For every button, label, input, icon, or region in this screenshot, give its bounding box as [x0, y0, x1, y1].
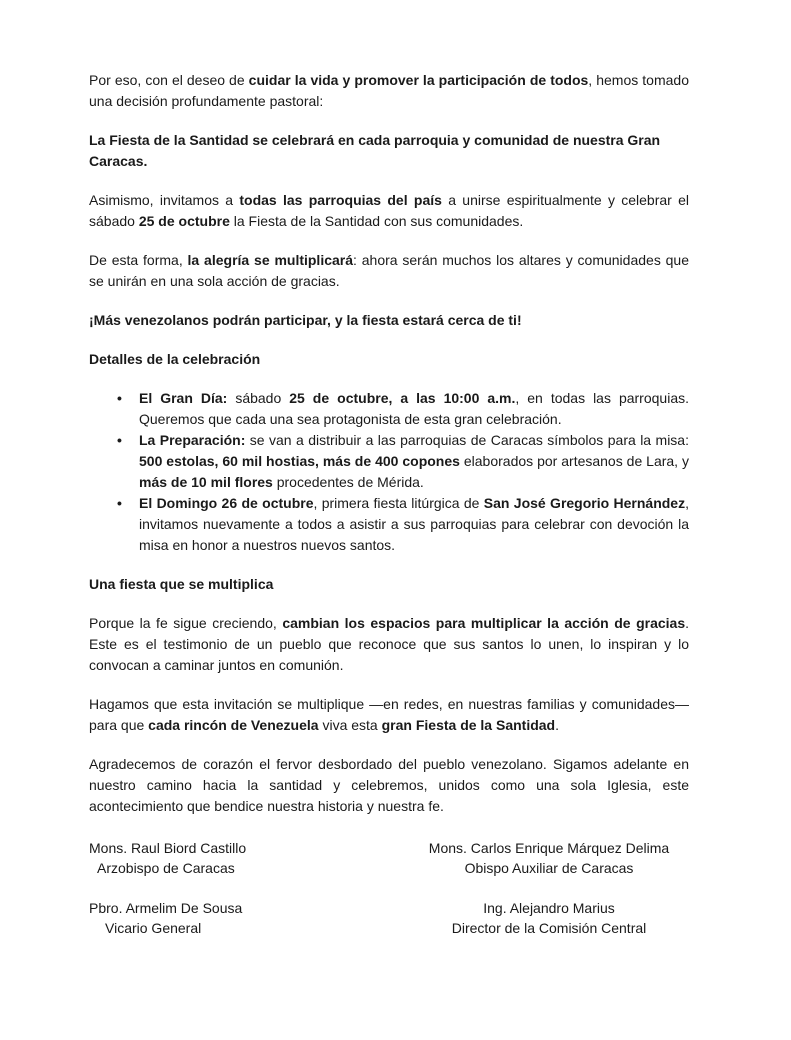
bold-run: 25 de octubre, a las 10:00 a.m.: [289, 390, 516, 406]
signer-title: Vicario General: [105, 920, 202, 936]
signer-title: Director de la Comisión Central: [451, 920, 647, 936]
bold-run: cambian los espacios para multiplicar la acción de gracias: [282, 615, 686, 631]
signature-raul-biord: [89, 838, 349, 878]
thanks-paragraph: Agradecemos de corazón el fervor desbordado del pueblo venezolano. Sigamos adelante en nuestro camino hacia la santidad y celebremos, unidos como una sola Iglesia, este acontecimiento que bendice nuestra historia y nuestra fe.: [89, 756, 689, 814]
bold-run: la alegría se multiplicará: [187, 252, 354, 268]
text-run: Por eso, con el deseo de: [89, 72, 249, 88]
letter-body: [89, 70, 689, 835]
bullet-icon: •: [117, 495, 122, 511]
text-run: Asimismo, invitamos a: [89, 192, 240, 208]
bold-run: El Domingo 26 de octubre: [139, 495, 314, 511]
signer-name: Ing. Alejandro Marius: [483, 900, 615, 916]
multiply-heading: Una fiesta que se multiplica: [89, 576, 274, 592]
text-run: De esta forma,: [89, 252, 188, 268]
signature-row: [89, 898, 689, 938]
bold-run: más de 10 mil flores: [139, 474, 273, 490]
text-run: : ahora serán muchos los altares y comunidades que se unirán en una sola acción de gracias.: [89, 252, 690, 289]
exclamation: ¡Más venezolanos podrán participar, y la fiesta estará cerca de ti!: [89, 312, 522, 328]
bold-run: San José Gregorio Hernández: [483, 495, 686, 511]
intro-paragraph: [89, 70, 689, 112]
signer-title: Obispo Auxiliar de Caracas: [464, 860, 634, 876]
announcement: La Fiesta de la Santidad se celebrará en cada parroquia y comunidad de nuestra Gran Caracas.: [89, 132, 661, 169]
list-item: [89, 388, 689, 430]
bold-run: 500 estolas, 60 mil hostias, más de 400 copones: [139, 453, 460, 469]
text-run: , primera fiesta litúrgica de: [313, 495, 484, 511]
bold-run: gran Fiesta de la Santidad: [381, 717, 556, 733]
text-run: se van a distribuir a las parroquias de Caracas símbolos para la misa:: [245, 432, 689, 448]
signer-title: Arzobispo de Caracas: [97, 860, 235, 876]
signature-alejandro-marius: [409, 898, 689, 938]
text-run: sábado: [227, 390, 290, 406]
signature-carlos-marquez: [409, 838, 689, 878]
bold-run: cada rincón de Venezuela: [148, 717, 319, 733]
signature-block: [89, 838, 689, 958]
details-list: [89, 388, 689, 556]
invite-paragraph: [89, 190, 689, 232]
list-item: [89, 493, 689, 556]
text-run: la Fiesta de la Santidad con sus comunidades.: [229, 213, 524, 229]
text-run: procedentes de Mérida.: [272, 474, 424, 490]
text-run: viva esta: [318, 717, 382, 733]
signer-name: Pbro. Armelim De Sousa: [89, 900, 243, 916]
share-paragraph: [89, 694, 689, 736]
signature-row: [89, 838, 689, 878]
text-run: . Este es el testimonio de un pueblo que reconoce que sus santos lo unen, lo inspiran y lo convocan a caminar juntos en comunión.: [89, 615, 689, 673]
text-run: Hagamos que esta invitación se multiplique —en redes, en nuestras familias y comunidades— para que: [89, 696, 689, 733]
list-item: [89, 430, 689, 493]
joy-paragraph: [89, 250, 689, 292]
text-run: Porque la fe sigue creciendo,: [89, 615, 283, 631]
bold-run: cuidar la vida y promover la participación de todos: [248, 72, 589, 88]
bullet-icon: •: [117, 390, 122, 406]
bold-run: 25 de octubre: [138, 213, 230, 229]
signer-name: Mons. Carlos Enrique Márquez Delima: [428, 840, 670, 856]
bold-run: todas las parroquias del país: [239, 192, 442, 208]
text-run: .: [555, 717, 559, 733]
signer-name: Mons. Raul Biord Castillo: [89, 840, 247, 856]
text-run: elaborados por artesanos de Lara, y: [459, 453, 689, 469]
details-heading: Detalles de la celebración: [89, 351, 261, 367]
text-run: a unirse espiritualmente y celebrar el sábado: [89, 192, 689, 229]
text-run: , en todas las parroquias. Queremos que cada una sea protagonista de esta gran celebración.: [139, 390, 689, 427]
text-run: , hemos tomado una decisión profundamente pastoral:: [89, 72, 689, 109]
bold-run: La Preparación:: [139, 432, 246, 448]
faith-paragraph: [89, 613, 689, 676]
bold-run: El Gran Día:: [139, 390, 228, 406]
signature-armelim-de-sousa: [89, 898, 349, 938]
bullet-icon: •: [117, 432, 122, 448]
text-run: , invitamos nuevamente a todos a asistir a sus parroquias para celebrar con devoción la misa en honor a nuestros nuevos santos.: [139, 495, 689, 553]
